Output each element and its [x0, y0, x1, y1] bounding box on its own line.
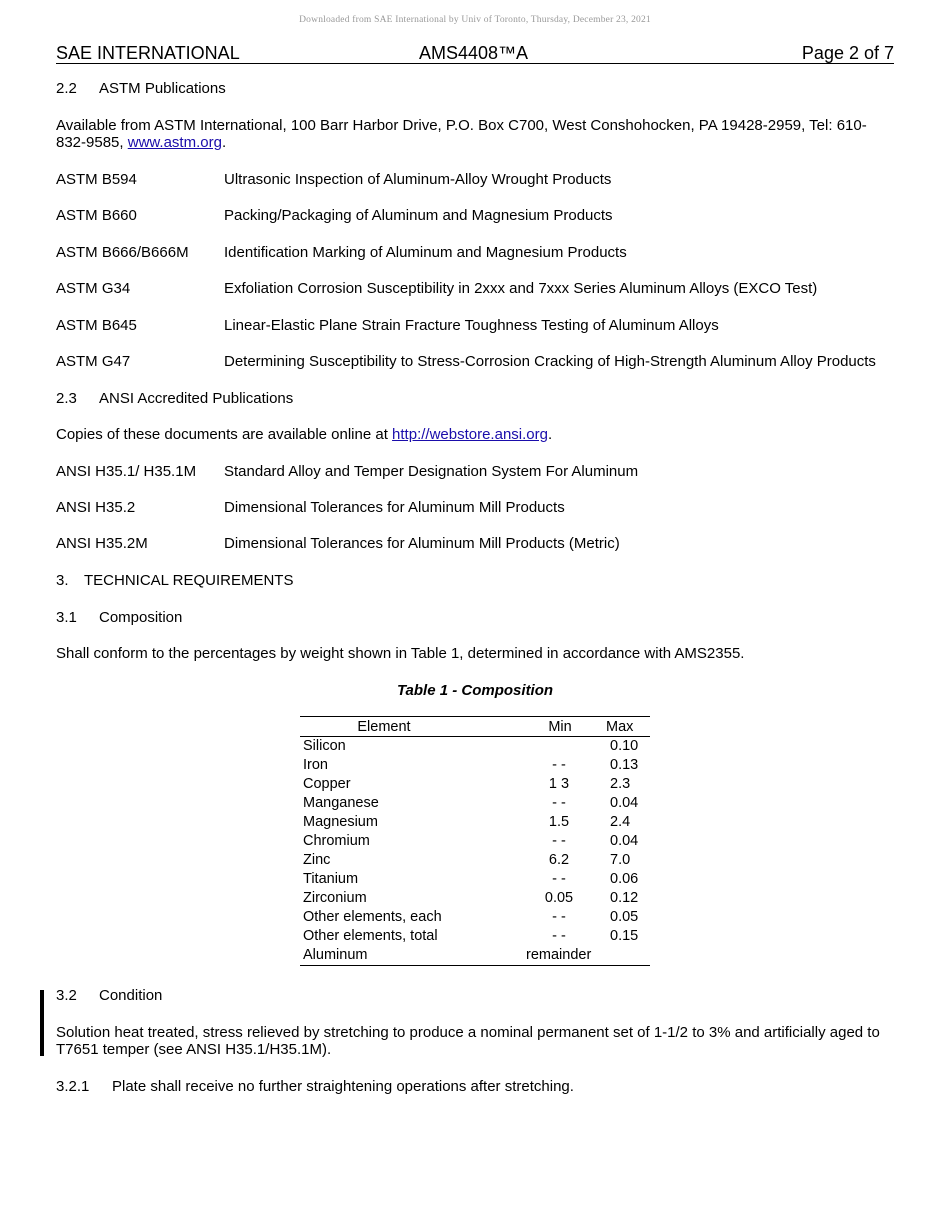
element-cell: Chromium: [303, 833, 370, 849]
astm-availability-paragraph: [56, 117, 896, 151]
table-row: [300, 813, 650, 832]
table-row: [300, 889, 650, 908]
element-cell: Iron: [303, 757, 328, 773]
element-cell: Titanium: [303, 871, 359, 887]
reference-title: Identification Marking of Aluminum and Magnesium Products: [224, 244, 627, 261]
reference-title: Dimensional Tolerances for Aluminum Mill Products (Metric): [224, 535, 620, 552]
table-row: [300, 737, 650, 756]
ansi-availability-paragraph: [56, 426, 896, 443]
reference-title: Ultrasonic Inspection of Aluminum-Alloy Wrought Products: [224, 171, 612, 188]
max-cell: 0.04: [610, 833, 639, 849]
section-2-2-heading: [56, 80, 896, 97]
header-document-number: AMS4408™A: [419, 43, 529, 63]
revision-change-bar: [40, 990, 44, 1056]
section-3-1-heading: [56, 609, 896, 626]
table-row: [300, 832, 650, 851]
reference-title: Linear-Elastic Plane Strain Fracture Toughness Testing of Aluminum Alloys: [224, 317, 719, 334]
reference-code: ASTM B645: [56, 317, 137, 334]
column-header-element: Element: [357, 719, 411, 735]
astm-availability-end: .: [221, 134, 227, 151]
min-cell: 1 3: [548, 776, 570, 792]
max-cell: 2.3: [610, 776, 631, 792]
table-row: [300, 870, 650, 889]
section-title: TECHNICAL REQUIREMENTS: [84, 572, 294, 589]
reference-title: Exfoliation Corrosion Susceptibility in 2xxx and 7xxx Series Aluminum Alloys (EXCO Test): [224, 280, 818, 297]
section-2-3-heading: [56, 390, 896, 407]
reference-code: ASTM G34: [56, 280, 131, 297]
section-title: Composition: [99, 609, 183, 626]
max-cell: 0.15: [610, 928, 639, 944]
remainder-cell: remainder: [526, 947, 592, 963]
max-cell: 0.12: [610, 890, 639, 906]
section-number: 3.: [56, 572, 69, 589]
header-page-number: Page 2 of 7: [801, 43, 894, 63]
table-row: [300, 775, 650, 794]
reference-code: ASTM B594: [56, 171, 137, 188]
min-cell: - -: [552, 871, 566, 887]
section-text: Plate shall receive no further straightening operations after stretching.: [112, 1078, 574, 1095]
section-title: ANSI Accredited Publications: [99, 390, 294, 407]
element-cell: Zinc: [303, 852, 331, 868]
element-cell: Copper: [303, 776, 351, 792]
ansi-availability-end: .: [547, 426, 553, 443]
reference-title: Dimensional Tolerances for Aluminum Mill Products: [224, 499, 565, 516]
section-number: 2.3: [56, 390, 77, 407]
download-watermark: Downloaded from SAE International by Univ of Toronto, Thursday, December 23, 2021: [299, 15, 651, 25]
element-cell: Other elements, each: [303, 909, 442, 925]
min-cell: 6.2: [548, 852, 570, 868]
condition-paragraph: Solution heat treated, stress relieved by stretching to produce a nominal permanent set of 1-1/2 to 3% and artificially aged to T7651 temper (see ANSI H35.1/H35.1M).: [56, 1024, 880, 1058]
section-title: ASTM Publications: [99, 80, 226, 97]
element-cell: Magnesium: [303, 814, 378, 830]
section-3-heading: [56, 572, 896, 589]
element-cell: Aluminum: [303, 947, 368, 963]
element-cell: Other elements, total: [303, 928, 438, 944]
element-cell: Manganese: [303, 795, 379, 811]
min-cell: - -: [552, 795, 566, 811]
max-cell: 0.10: [610, 738, 639, 754]
max-cell: 2.4: [610, 814, 631, 830]
max-cell: 0.06: [610, 871, 639, 887]
section-3-2-1-paragraph: [56, 1078, 896, 1095]
table-row: [300, 794, 650, 813]
element-cell: Zirconium: [303, 890, 367, 906]
section-number: 3.2: [56, 987, 77, 1004]
table-row: [300, 927, 650, 946]
ansi-availability-text: Copies of these documents are available online at: [56, 426, 393, 443]
reference-code: ASTM G47: [56, 353, 131, 370]
column-header-max: Max: [606, 719, 634, 735]
astm-availability-text: Available from ASTM International, 100 Barr Harbor Drive, P.O. Box C700, West Conshohocken, PA 19428-2959, Tel: 610-832-9585,: [56, 117, 867, 151]
max-cell: 0.04: [610, 795, 639, 811]
element-cell: Silicon: [303, 738, 346, 754]
reference-title: Standard Alloy and Temper Designation System For Aluminum: [224, 463, 639, 480]
min-cell: - -: [552, 928, 566, 944]
min-cell: - -: [552, 909, 566, 925]
table-caption: Table 1 - Composition: [396, 682, 554, 699]
astm-website-link[interactable]: www.astm.org: [127, 134, 222, 151]
max-cell: 0.13: [610, 757, 639, 773]
reference-title: Packing/Packaging of Aluminum and Magnesium Products: [224, 207, 613, 224]
table-row: [300, 851, 650, 870]
table-row: [300, 756, 650, 775]
max-cell: 0.05: [610, 909, 639, 925]
min-cell: 1.5: [548, 814, 570, 830]
reference-code: ANSI H35.2M: [56, 535, 148, 552]
table-row-aluminum: [300, 946, 650, 965]
section-3-2-heading: [56, 987, 896, 1004]
section-title: Condition: [99, 987, 163, 1004]
column-header-min: Min: [548, 719, 572, 735]
header-organization: SAE INTERNATIONAL: [56, 43, 240, 63]
min-cell: - -: [552, 833, 566, 849]
reference-code: ANSI H35.1/ H35.1M: [56, 463, 197, 480]
min-cell: - -: [552, 757, 566, 773]
table-header-row: [300, 717, 650, 737]
reference-code: ASTM B660: [56, 207, 137, 224]
page-header: [56, 43, 894, 64]
max-cell: 7.0: [610, 852, 631, 868]
section-number: 3.1: [56, 609, 77, 626]
section-number: 3.2.1: [56, 1078, 90, 1095]
composition-paragraph: Shall conform to the percentages by weight shown in Table 1, determined in accordance with AMS2355.: [56, 645, 745, 662]
composition-table: [300, 716, 650, 966]
ansi-webstore-link[interactable]: http://webstore.ansi.org: [392, 426, 548, 443]
min-cell: 0.05: [544, 890, 574, 906]
reference-title: Determining Susceptibility to Stress-Corrosion Cracking of High-Strength Aluminum Alloy Products: [224, 353, 876, 370]
reference-code: ASTM B666/B666M: [56, 244, 189, 261]
reference-code: ANSI H35.2: [56, 499, 136, 516]
section-number: 2.2: [56, 80, 77, 97]
table-row: [300, 908, 650, 927]
